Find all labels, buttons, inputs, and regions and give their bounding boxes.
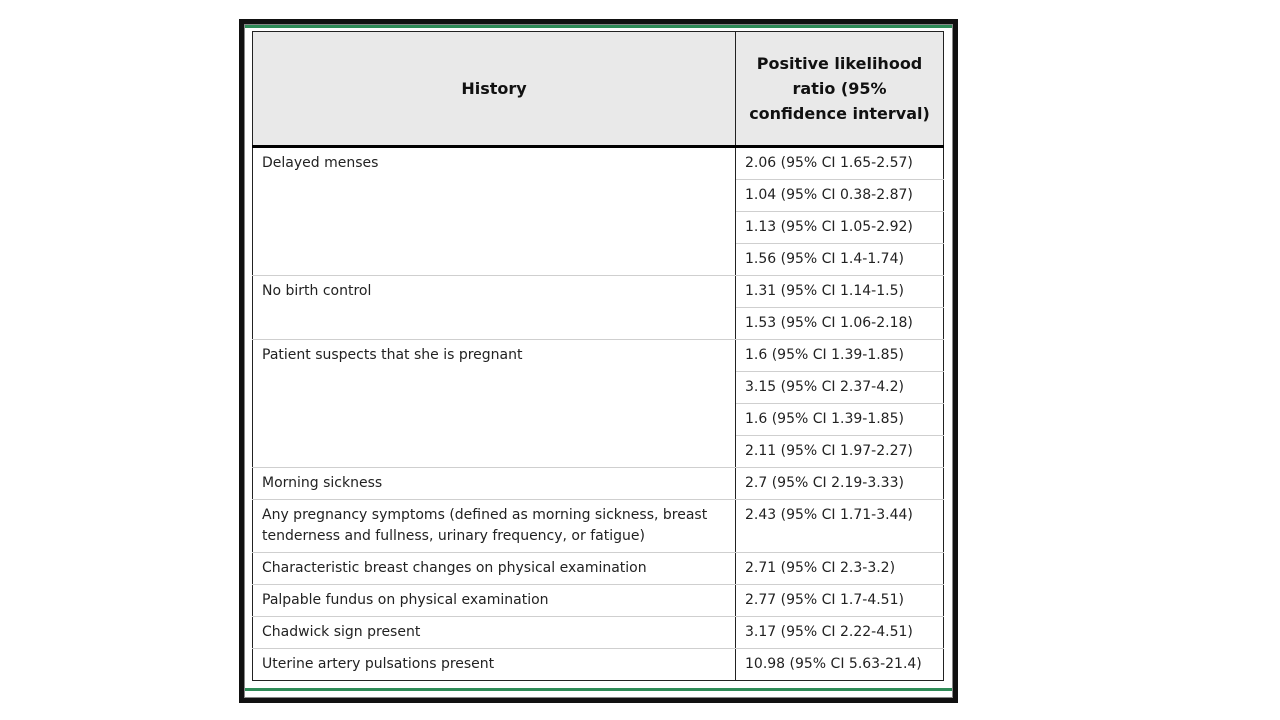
- history-cell: No birth control: [253, 276, 736, 340]
- likelihood-ratio-cell: 2.11 (95% CI 1.97-2.27): [736, 436, 944, 468]
- likelihood-ratio-cell: 1.31 (95% CI 1.14-1.5): [736, 276, 944, 308]
- history-cell: Uterine artery pulsations present: [253, 649, 736, 681]
- header-likelihood-ratio: Positive likelihood ratio (95% confidence interval): [736, 32, 944, 147]
- table-row: [253, 500, 944, 553]
- header-history: History: [253, 32, 736, 147]
- history-cell: Morning sickness: [253, 468, 736, 500]
- table-body: [253, 147, 944, 681]
- table-row: [253, 276, 944, 308]
- history-cell: Characteristic breast changes on physical examination: [253, 553, 736, 585]
- likelihood-ratio-cell: 1.13 (95% CI 1.05-2.92): [736, 212, 944, 244]
- table-row: [253, 553, 944, 585]
- likelihood-ratio-cell: 2.06 (95% CI 1.65-2.57): [736, 147, 944, 180]
- top-accent-rule: [245, 25, 952, 28]
- likelihood-ratio-cell: 2.71 (95% CI 2.3-3.2): [736, 553, 944, 585]
- history-cell: Chadwick sign present: [253, 617, 736, 649]
- likelihood-ratio-cell: 1.56 (95% CI 1.4-1.74): [736, 244, 944, 276]
- likelihood-ratio-cell: 3.15 (95% CI 2.37-4.2): [736, 372, 944, 404]
- bottom-accent-rule: [245, 688, 952, 691]
- history-cell: Palpable fundus on physical examination: [253, 585, 736, 617]
- history-cell: Patient suspects that she is pregnant: [253, 340, 736, 468]
- table-row: [253, 147, 944, 180]
- likelihood-ratio-cell: 2.43 (95% CI 1.71-3.44): [736, 500, 944, 553]
- table-row: [253, 340, 944, 372]
- table-row: [253, 617, 944, 649]
- likelihood-ratio-cell: 3.17 (95% CI 2.22-4.51): [736, 617, 944, 649]
- history-cell: Delayed menses: [253, 147, 736, 276]
- likelihood-ratio-cell: 1.6 (95% CI 1.39-1.85): [736, 404, 944, 436]
- header-row: [253, 32, 944, 147]
- table-row: [253, 468, 944, 500]
- table-row: [253, 585, 944, 617]
- likelihood-ratio-cell: 10.98 (95% CI 5.63-21.4): [736, 649, 944, 681]
- likelihood-ratio-cell: 2.77 (95% CI 1.7-4.51): [736, 585, 944, 617]
- likelihood-ratio-cell: 2.7 (95% CI 2.19-3.33): [736, 468, 944, 500]
- table-frame: [239, 19, 958, 703]
- likelihood-ratio-table: [252, 31, 944, 681]
- likelihood-ratio-cell: 1.04 (95% CI 0.38-2.87): [736, 180, 944, 212]
- likelihood-ratio-cell: 1.6 (95% CI 1.39-1.85): [736, 340, 944, 372]
- history-cell: Any pregnancy symptoms (defined as morning sickness, breast tenderness and fullness, urinary frequency, or fatigue): [253, 500, 736, 553]
- table-row: [253, 649, 944, 681]
- likelihood-ratio-cell: 1.53 (95% CI 1.06-2.18): [736, 308, 944, 340]
